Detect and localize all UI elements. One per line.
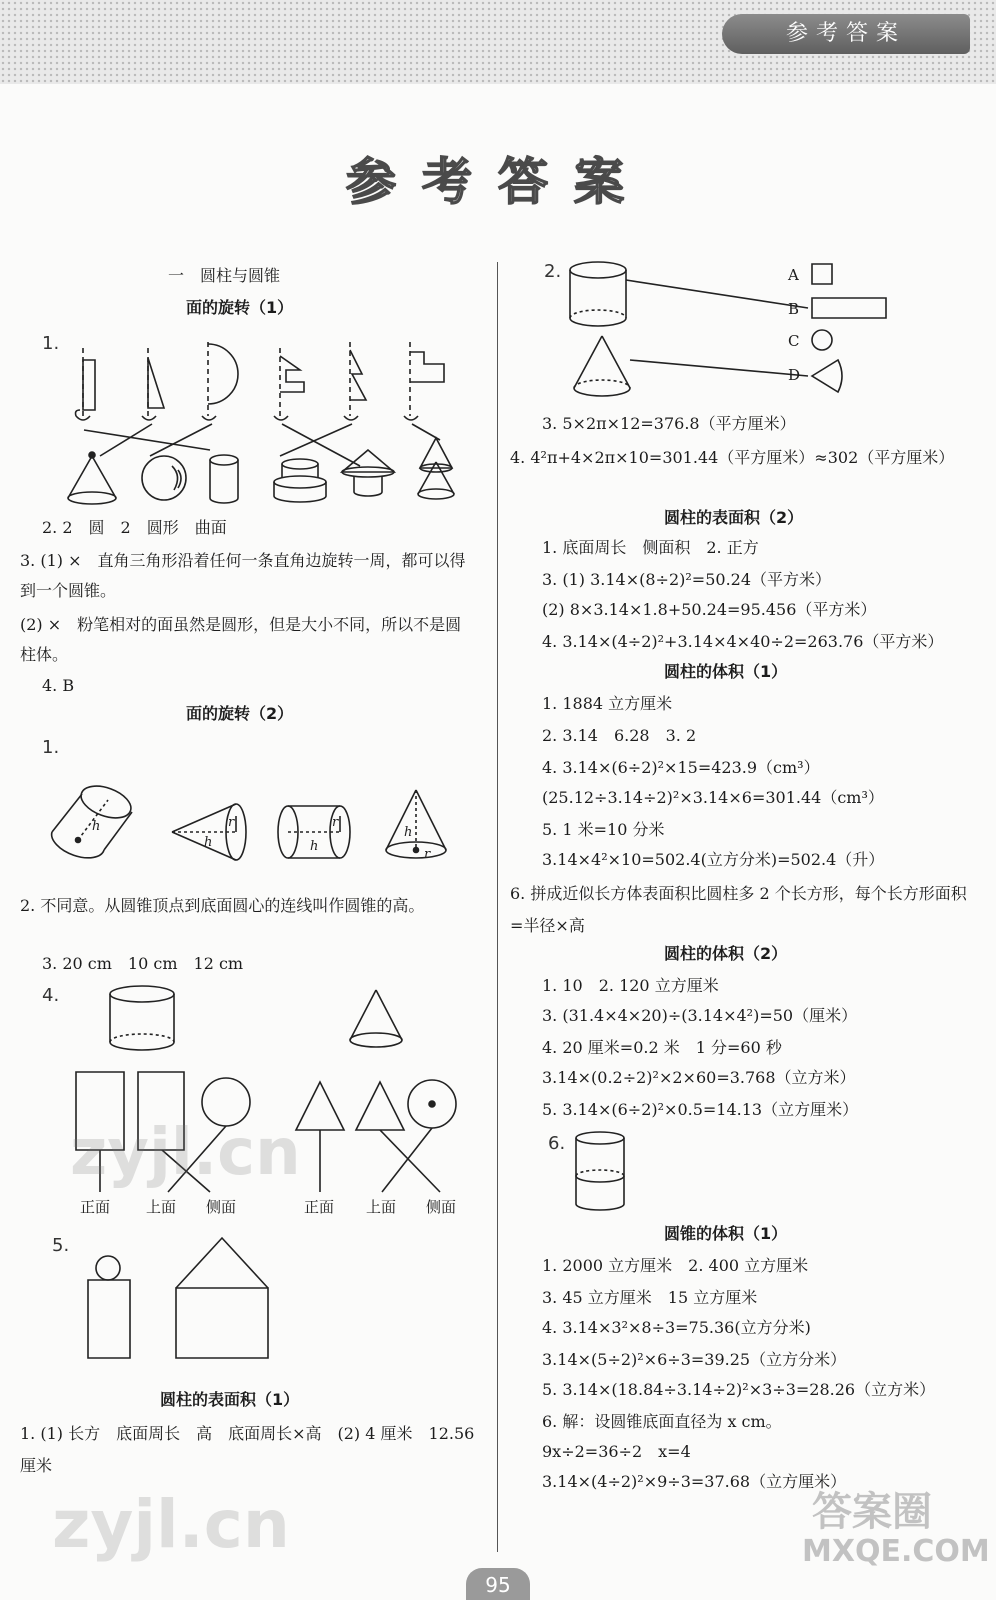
view-label-top: 上面	[366, 1198, 397, 1216]
question-number: 1.	[42, 333, 60, 354]
header-tag: 参考答案	[722, 14, 970, 54]
svg-text:r: r	[228, 815, 235, 830]
answer-line: 3. 45 立方厘米 15 立方厘米	[542, 1288, 758, 1307]
svg-text:r: r	[332, 815, 339, 830]
water-cylinder-figure	[574, 1130, 634, 1214]
section-title-cyl-volume-2: 圆柱的体积（2）	[664, 944, 788, 963]
view-label-top: 上面	[146, 1198, 177, 1216]
question-number: 1.	[42, 737, 60, 758]
answer-line: 4. 3.14×(6÷2)²×15=423.9（cm³）	[542, 758, 820, 777]
answer-cyl-surface-1: 1. (1) 长方 底面周长 高 底面周长×高 (2) 4 厘米 12.56 厘米	[20, 1424, 475, 1475]
question-number: 2.	[544, 261, 562, 282]
answer-line: 4. 3.14×3²×8÷3=75.36(立方分米)	[542, 1318, 811, 1337]
column-divider	[497, 262, 498, 1552]
watermark: 答案圈	[812, 1489, 932, 1535]
answer-q3a: 3. (1) × 直角三角形沿着任何一条直角边旋转一周，都可以得到一个圆锥。	[20, 551, 466, 600]
page-number: 95	[466, 1568, 530, 1600]
svg-text:r: r	[424, 847, 431, 862]
watermark: zyjl.cn	[70, 1116, 301, 1190]
svg-text:h: h	[310, 839, 319, 854]
answer-line: 5. 1 米=10 分米	[542, 820, 665, 839]
svg-text:h: h	[92, 819, 101, 834]
answer-line: 3.14×(4÷2)²×9÷3=37.68（立方厘米）	[542, 1472, 847, 1491]
answer-q6-cyl-volume: 6. 拼成近似长方体表面积比圆柱多 2 个长方形，每个长方形面积=半径×高	[510, 884, 967, 935]
view-label-front: 正面	[304, 1198, 335, 1216]
answer-line: 2. 3.14 6.28 3. 2	[542, 726, 697, 745]
watermark: MXQE.COM	[802, 1534, 990, 1569]
answer-line: 6. 解：设圆锥底面直径为 x cm。	[542, 1412, 782, 1431]
answer-line: 4. 20 厘米=0.2 米 1 分=60 秒	[542, 1038, 782, 1057]
solids-height-figure	[44, 776, 464, 866]
svg-text:h: h	[404, 825, 413, 840]
question-number: 6.	[548, 1133, 566, 1154]
answer-line: 1. 10 2. 120 立方厘米	[542, 976, 719, 995]
section-title-cone-volume-1: 圆锥的体积（1）	[664, 1224, 788, 1243]
answer-line: (2) 8×3.14×1.8+50.24=95.456（平方米）	[542, 600, 877, 619]
answer-line: 1. 底面周长 侧面积 2. 正方	[542, 538, 759, 557]
option-label: C	[788, 332, 800, 350]
section-title-rotation-2: 面的旋转（2）	[186, 704, 294, 723]
answer-q2: 2. 2 圆 2 圆形 曲面	[42, 518, 227, 537]
view-label-side: 侧面	[206, 1198, 237, 1216]
answer-q2-rotation: 2. 不同意。从圆锥顶点到底面圆心的连线叫作圆锥的高。	[20, 896, 425, 915]
answer-line: 3. (31.4×4×20)÷(3.14×4²)=50（厘米）	[542, 1006, 858, 1025]
view-label-side: 侧面	[426, 1198, 457, 1216]
section-title-rotation-1: 面的旋转（1）	[186, 298, 294, 317]
answer-line: 9x÷2=36÷2 x=4	[542, 1442, 691, 1461]
answer-line: 3. (1) 3.14×(8÷2)²=50.24（平方米）	[542, 570, 832, 589]
answer-q4: 4. B	[42, 676, 75, 695]
svg-text:h: h	[204, 835, 213, 850]
answer-line: 3.14×(0.2÷2)²×2×60=3.768（立方米）	[542, 1068, 856, 1087]
section-title-cyl-surface-1: 圆柱的表面积（1）	[160, 1390, 300, 1409]
answer-q3-rotation: 3. 20 cm 10 cm 12 cm	[42, 954, 244, 973]
view-label-front: 正面	[80, 1198, 111, 1216]
question-number: 5.	[52, 1235, 70, 1256]
answer-line: 5. 3.14×(6÷2)²×0.5=14.13（立方厘米）	[542, 1100, 859, 1119]
answer-q3-right: 3. 5×2π×12=376.8（平方厘米）	[542, 414, 796, 433]
answer-line: 4. 3.14×(4÷2)²+3.14×4×40÷2=263.76（平方米）	[542, 632, 944, 651]
answer-q4-right: 4. 4²π+4×2π×10=301.44（平方厘米）≈302（平方厘米）	[510, 448, 955, 467]
option-label: A	[788, 266, 799, 284]
answer-line: (25.12÷3.14÷2)²×3.14×6=301.44（cm³）	[542, 788, 884, 807]
option-label: D	[788, 366, 801, 384]
question-number: 4.	[42, 985, 60, 1006]
answer-q3b: (2) × 粉笔相对的面虽然是圆形，但是大小不同，所以不是圆柱体。	[20, 615, 462, 664]
option-label: B	[788, 300, 800, 318]
answer-line: 1. 2000 立方厘米 2. 400 立方厘米	[542, 1256, 809, 1275]
rotation-matching-figure	[60, 338, 480, 508]
answer-line: 5. 3.14×(18.84÷3.14÷2)²×3÷3=28.26（立方米）	[542, 1380, 936, 1399]
chapter-title: 一 圆柱与圆锥	[168, 266, 281, 285]
answer-line: 3.14×(5÷2)²×6÷3=39.25（立方分米）	[542, 1350, 847, 1369]
watermark: zyjl.cn	[52, 1486, 290, 1563]
section-title-cyl-surface-2: 圆柱的表面积（2）	[664, 508, 804, 527]
answer-line: 1. 1884 立方厘米	[542, 694, 673, 713]
section-title-cyl-volume-1: 圆柱的体积（1）	[664, 662, 788, 681]
answer-line: 3.14×4²×10=502.4(立方分米)=502.4（升）	[542, 850, 885, 869]
net-matching-figure	[568, 256, 888, 402]
q5-figure	[86, 1230, 286, 1360]
page-title: 参考答案	[346, 153, 650, 211]
